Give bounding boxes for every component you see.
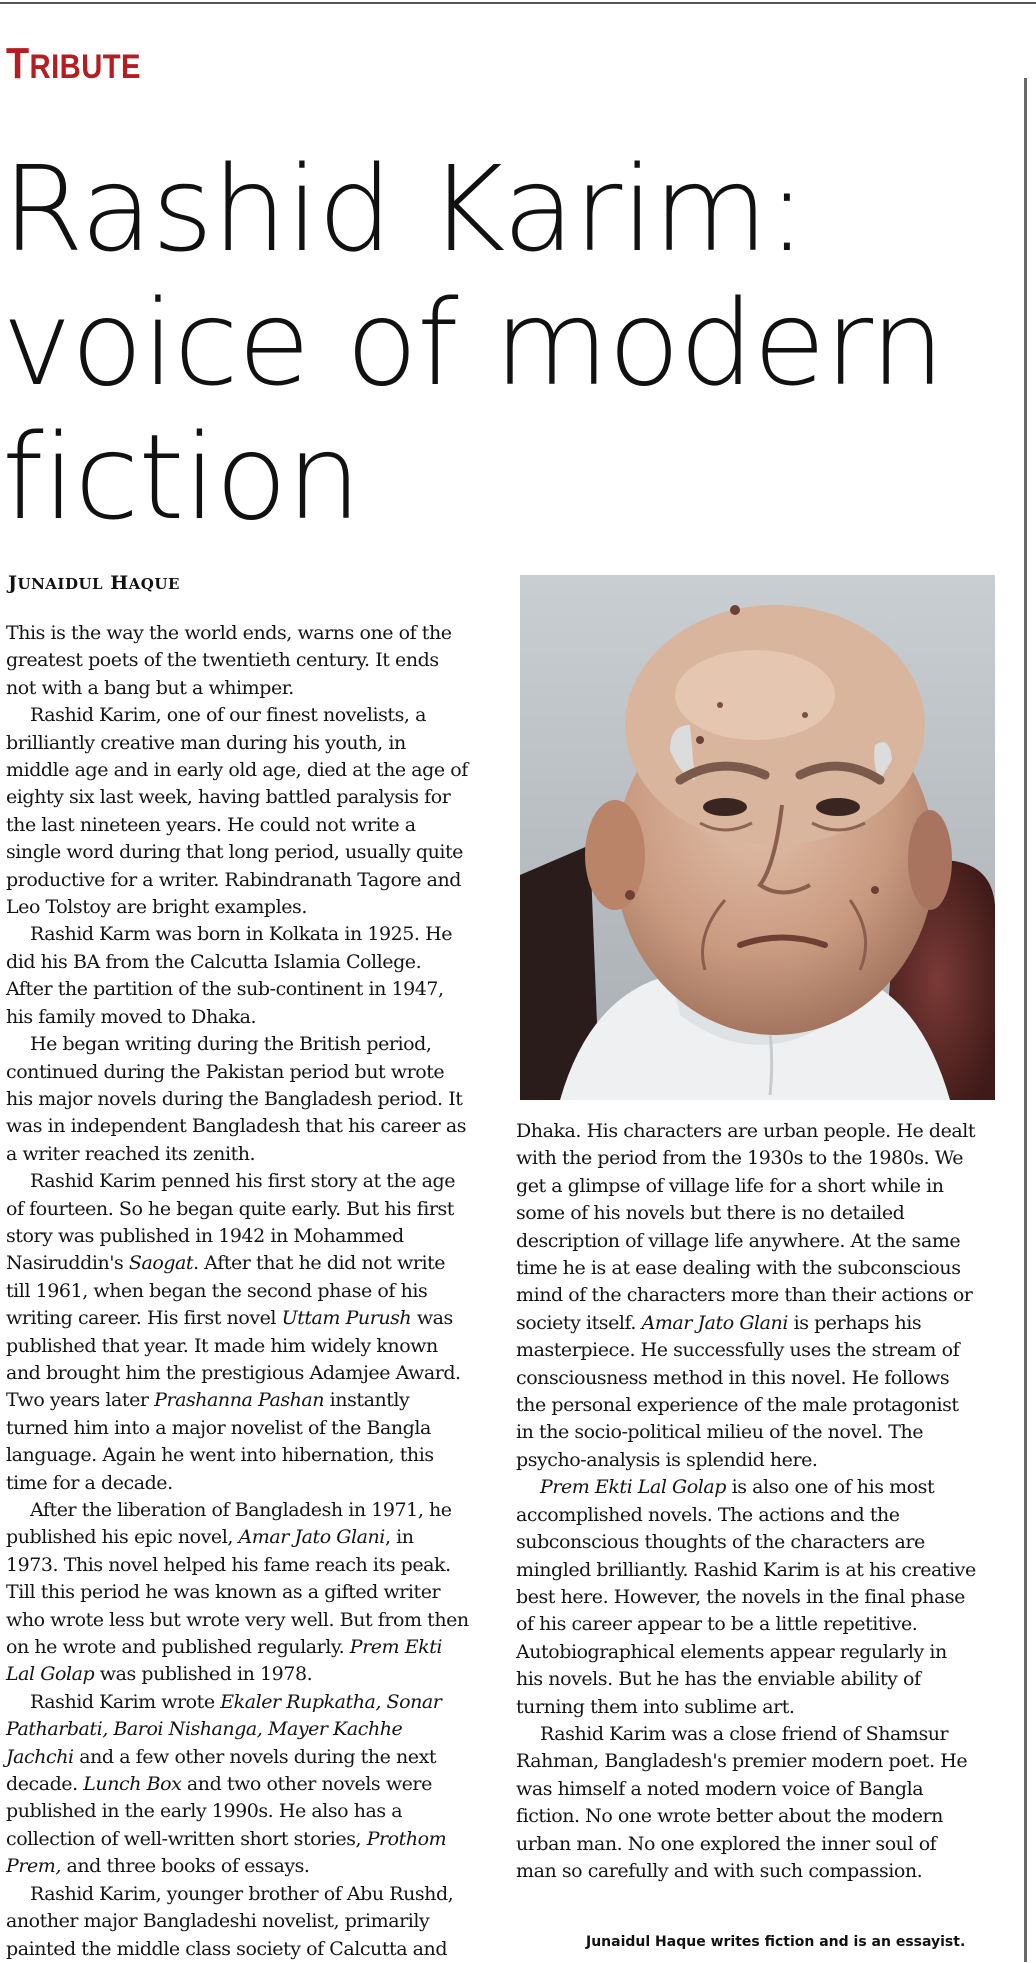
headline-line-3: fiction [2,408,361,546]
left-column: This is the way the world ends, warns one of the greatest poets of the twentieth century. It ends not with a bang but a whimper. Rashid Karim, one of our finest novelists, a brilliantly creative man during his youth, in middle age and in early old age, died at the age of eighty six last week, having battled paralysis for the last nineteen years. He could not write a single word during that long period, usually quite productive for a writer. Rabindranath Tagore and Leo Tolstoy are bright examples. Rashid Karm was born in Kolkata in 1925. He did his BA from the Calcutta Islamia College. After the partition of the sub-continent in 1947, his family moved to Dhaka. He began writing during the British period, continued during the Pakistan period but wrote his major novels during the Bangladesh period. It was in independent Bangladesh that his career as a writer reached its zenith. Rashid Karim penned his first story at the age of fourteen. So he began quite early. But his first story was published in 1942 in Mohammed Nasiruddin's Saogat. After that he did not write till 1961, when began the second phase of his writing career. His first novel Uttam Purush was published that year. It made him widely known and brought him the prestigious Adamjee Award. Two years later Prashanna Pashan instantly turned him into a major novelist of the Bangla language. Again he went into hibernation, this time for a decade. After the liberation of Bangladesh in 1971, he published his epic novel, Amar Jato Glani, in 1973. This novel helped his fame reach its peak. Till this period he was known as a gifted writer who wrote less but wrote very well. But from then on he wrote and published regularly. Prem Ekti Lal Golap was published in 1978. Rashid Karim wrote Ekaler Rupkatha, Sonar Patharbati, Baroi Nishanga, Mayer Kachhe Jachchi and a few other novels during the next decade. Lunch Box and two other novels were published in the early 1990s. He also has a collection of well-written short stories, Prothom Prem, and three books of essays. Rashid Karim, younger brother of Abu Rushd, another major Bangladeshi novelist, primarily painted the middle class society of Calcutta and [6,622,469,1960]
headline [2,142,1012,544]
section-label: TRIBUTE [6,39,141,88]
right-column: Dhaka. His characters are urban people. He dealt with the period from the 1930s to the 1980s. We get a glimpse of village life for a short while in some of his novels but there is no detailed description of village life anywhere. At the same time he is at ease dealing with the subconscious mind of the characters more than their actions or society itself. Amar Jato Glani is perhaps his masterpiece. He successfully uses the stream of consciousness method in this novel. He follows the personal experience of the male protagonist in the socio-political milieu of the novel. The psycho-analysis is splendid here. Prem Ekti Lal Golap is also one of his most accomplished novels. The actions and the subconscious thoughts of the characters are mingled brilliantly. Rashid Karim is at his creative best here. However, the novels in the final phase of his career appear to be a little repetitive. Autobiographical elements appear regularly in his novels. But he has the enviable ability of turning them into sublime art. Rashid Karim was a close friend of Shamsur Rahman, Bangladesh's premier modern poet. He was himself a noted modern voice of Bangla fiction. No one wrote better about the modern urban man. No one explored the inner soul of man so carefully and with such compassion. [516,1120,976,1882]
top-rule [0,2,1036,4]
author-note: Junaidul Haque writes fiction and is an essayist. [586,1934,966,1950]
headline-line-1: Rashid Karim: [2,140,806,278]
author-portrait-photo [520,575,995,1100]
column-rule [1024,78,1027,1962]
byline: JUNAIDUL HAQUE [8,572,180,594]
headline-line-2: voice of modern [2,274,944,412]
portrait-illustration [520,575,995,1100]
